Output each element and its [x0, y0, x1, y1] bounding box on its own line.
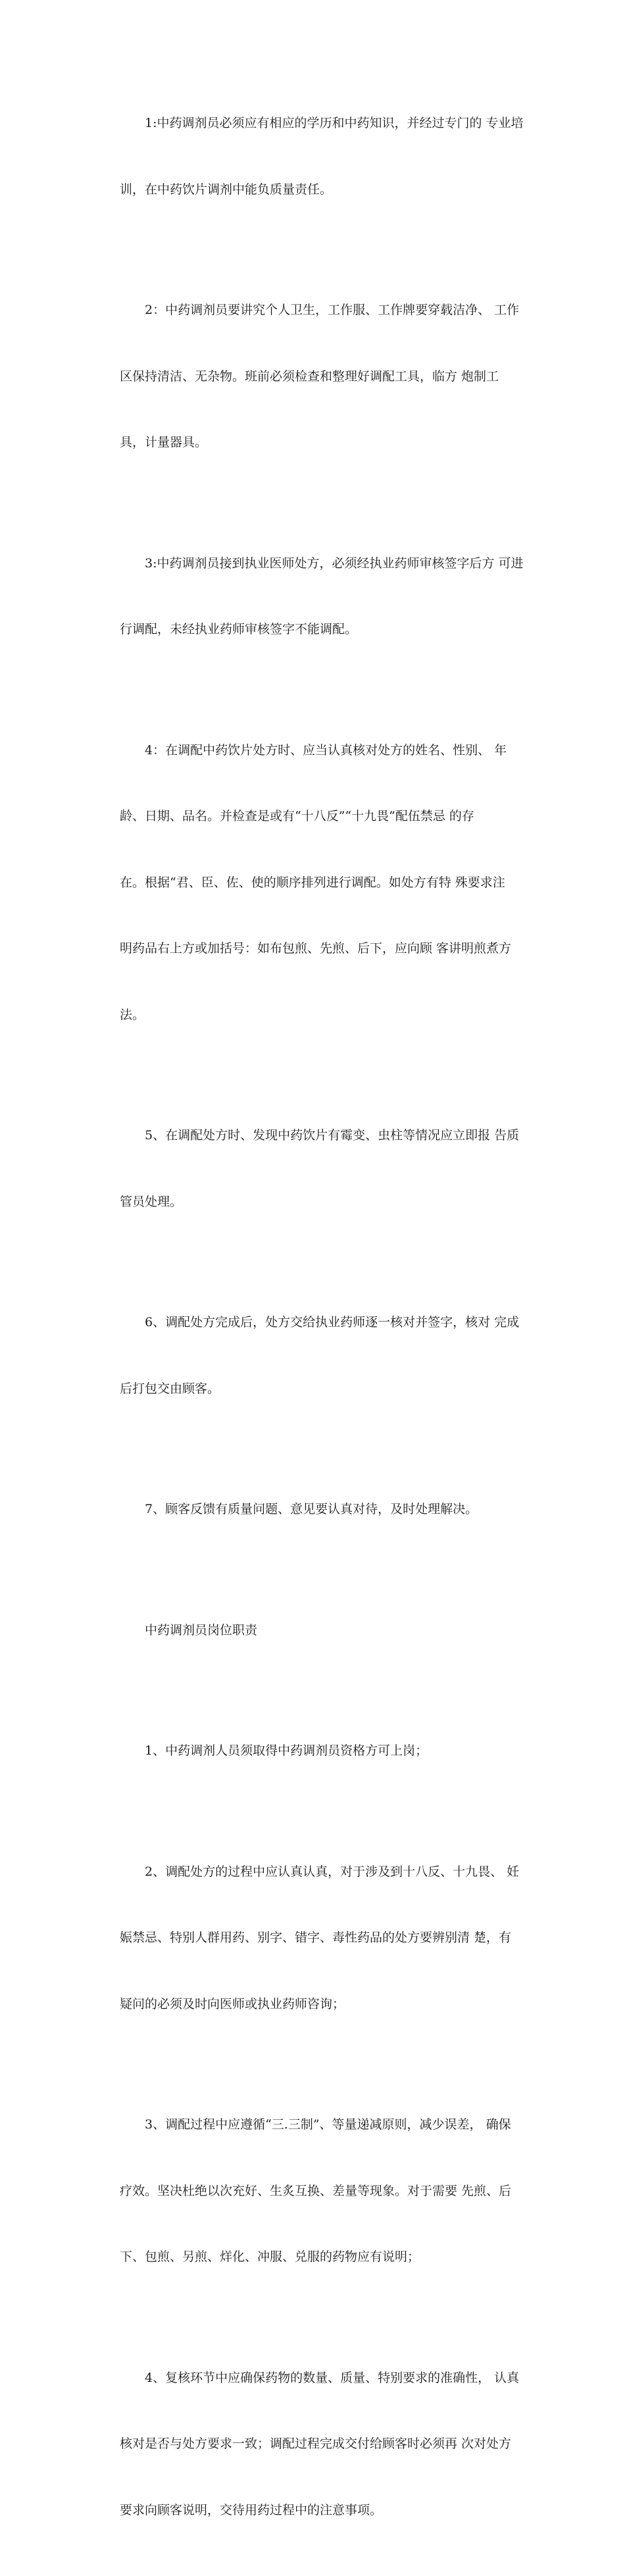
text-line: 1:中药调剂员必须应有相应的学历和中药知识，并经过专门的 专业培 — [145, 116, 524, 130]
text-line: 4：在调配中药饮片处方时、应当认真核对处方的姓名、性别、 年 — [145, 742, 507, 758]
heading-text: 中药调剂员岗位职责 — [145, 1622, 258, 1637]
text-line: 行调配，未经执业药师审核签字不能调配。 — [120, 622, 358, 636]
text-line: 龄、日期、品名。并检查是或有“十八反”“十九畏”配伍禁忌 的存 — [120, 809, 474, 823]
text-line: 2：中药调剂员要讲究个人卫生，工作服、工作牌要穿载洁净、 工作 — [145, 303, 520, 317]
paragraph-9 — [95, 1696, 547, 1807]
text-line: 3:中药调剂员接到执业医师处方，必须经执业药师审核签字后方 可进 — [145, 555, 524, 571]
text-line: 明药品右上方或加括号：如布包煎、先煎、后下，应向顾 客讲明煎煮方 — [120, 941, 512, 956]
text-line: 具，计量器具。 — [120, 435, 208, 450]
document-page — [95, 68, 547, 2576]
text-line: 1、中药调剂人员须取得中药调剂员资格方可上岗； — [145, 1743, 428, 1758]
paragraph-5 — [95, 1081, 547, 1257]
paragraph-4 — [95, 696, 547, 1071]
paragraph-11 — [95, 2070, 547, 2313]
section-heading — [95, 1576, 547, 1686]
text-line: 管员处理。 — [120, 1194, 183, 1209]
text-line: 疑问的必须及时向医师或执业药师咨询； — [120, 1996, 345, 2011]
paragraph-12 — [95, 2323, 547, 2566]
text-line: 训，在中药饮片调剂中能负质量责任。 — [120, 182, 333, 197]
text-line: 娠禁忌、特别人群用药、别字、错字、毒性药品的处方要辨别清 楚，有 — [120, 1930, 512, 1945]
text-line: 2、调配处方的过程中应认真认真，对于涉及到十八反、十九畏、 妊 — [145, 1864, 520, 1879]
text-line: 区保持清洁、无杂物。班前必须检查和整理好调配工具，临方 炮制工 — [120, 369, 499, 384]
paragraph-1 — [95, 68, 547, 245]
text-line: 下、包煎、另煎、烊化、冲服、兑服的药物应有说明； — [120, 2250, 420, 2264]
text-line: 6、调配处方完成后，处方交给执业药师逐一核对并签字，核对 完成 — [145, 1315, 520, 1329]
text-line: 疗效。坚决杜绝以次充好、生炙互换、差量等现象。对于需要 先煎、后 — [120, 2183, 512, 2198]
text-line: 3、调配过程中应遵循“三.三制”、等量递减原则，减少误差， 确保 — [145, 2117, 511, 2132]
text-line: 在。根据“君、臣、佐、使的顺序排列进行调配。如处方有特 殊要求注 — [120, 875, 505, 890]
text-line: 法。 — [120, 1007, 145, 1022]
paragraph-6 — [95, 1268, 547, 1444]
paragraph-7 — [95, 1455, 547, 1565]
text-line: 7、顾客反馈有质量问题、意见要认真对待，及时处理解决。 — [145, 1502, 478, 1516]
paragraph-2 — [95, 255, 547, 498]
text-line: 核对是否与处方要求一致；调配过程完成交付给顾客时必须再 次对处方 — [120, 2436, 512, 2451]
text-line: 4、复核环节中应确保药物的数量、质量、特别要求的准确性， 认真 — [145, 2370, 520, 2385]
paragraph-10 — [95, 1817, 547, 2060]
paragraph-3 — [95, 509, 547, 685]
text-line: 5、在调配处方时、发现中药饮片有霉变、虫柱等情况应立即报 告质 — [145, 1128, 520, 1143]
text-line: 后打包交由顾客。 — [120, 1381, 220, 1396]
text-line: 要求向顾客说明，交待用药过程中的注意事项。 — [120, 2502, 383, 2517]
